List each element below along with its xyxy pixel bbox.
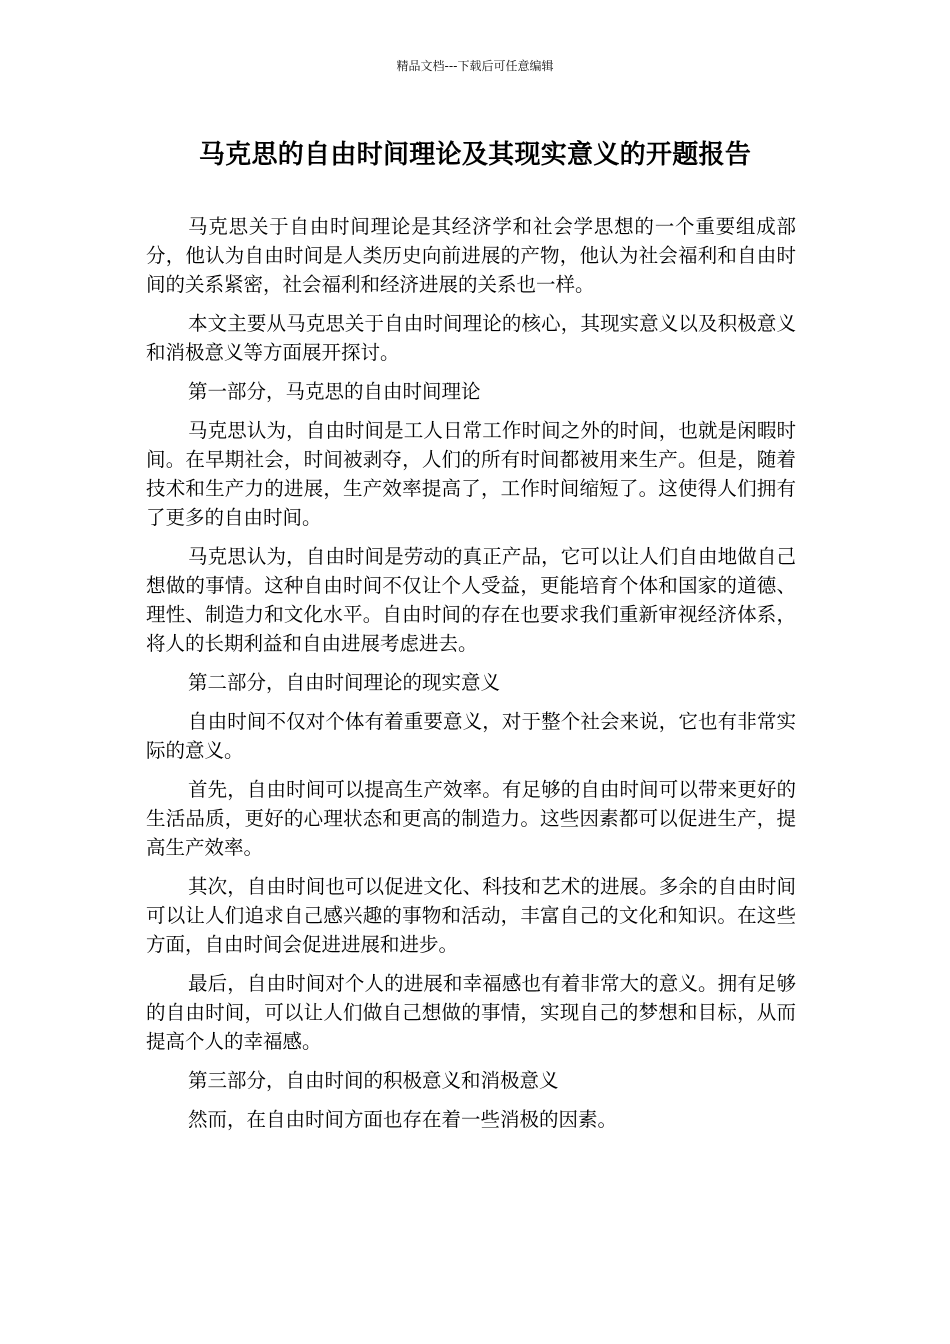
page-header: 精品文档---下载后可任意编辑: [396, 59, 554, 73]
section-heading-part-two: 第二部分，自由时间理论的现实意义: [188, 671, 501, 694]
paragraph-part-two-last: 最后，自由时间对个人的进展和幸福感也有着非常大的意义。拥有足够的自由时间，可以让人们做自己想做的事情，实现自己的梦想和目标，从而提高个人的幸福感。: [146, 972, 796, 1053]
paragraph-part-two-first: 首先，自由时间可以提高生产效率。有足够的自由时间可以带来更好的生活品质，更好的心理状态和更高的制造力。这些因素都可以促进生产，提高生产效率。: [146, 778, 796, 859]
document-title: 马克思的自由时间理论及其现实意义的开题报告: [198, 140, 752, 170]
section-heading-part-one: 第一部分，马克思的自由时间理论: [188, 380, 481, 403]
paragraph-part-one-b: 马克思认为，自由时间是劳动的真正产品，它可以让人们自由地做自己想做的事情。这种自由时间不仅让个人受益，更能培育个体和国家的道德、理性、制造力和文化水平。自由时间的存在也要求我们重新审视经济体系，将人的长期利益和自由进展考虑进去。: [146, 545, 796, 655]
section-heading-part-three: 第三部分，自由时间的积极意义和消极意义: [188, 1069, 559, 1092]
paragraph-part-three-intro: 然而，在自由时间方面也存在着一些消极的因素。: [188, 1108, 618, 1131]
document-body: [146, 212, 796, 1144]
paragraph-part-two-intro: 自由时间不仅对个体有着重要意义，对于整个社会来说，它也有非常实际的意义。: [146, 710, 796, 762]
paragraph-scope: 本文主要从马克思关于自由时间理论的核心，其现实意义以及积极意义和消极意义等方面展开探讨。: [146, 312, 796, 364]
paragraph-intro: 马克思关于自由时间理论是其经济学和社会学思想的一个重要组成部分，他认为自由时间是人类历史向前进展的产物，他认为社会福利和自由时间的关系紧密，社会福利和经济进展的关系也一样。: [146, 215, 796, 296]
paragraph-part-two-second: 其次，自由时间也可以促进文化、科技和艺术的进展。多余的自由时间可以让人们追求自己感兴趣的事物和活动，丰富自己的文化和知识。在这些方面，自由时间会促进进展和进步。: [146, 875, 796, 956]
paragraph-part-one-a: 马克思认为，自由时间是工人日常工作时间之外的时间，也就是闲暇时间。在早期社会，时间被剥夺，人们的所有时间都被用来生产。但是，随着技术和生产力的进展，生产效率提高了，工作时间缩短了。这使得人们拥有了更多的自由时间。: [146, 419, 796, 529]
